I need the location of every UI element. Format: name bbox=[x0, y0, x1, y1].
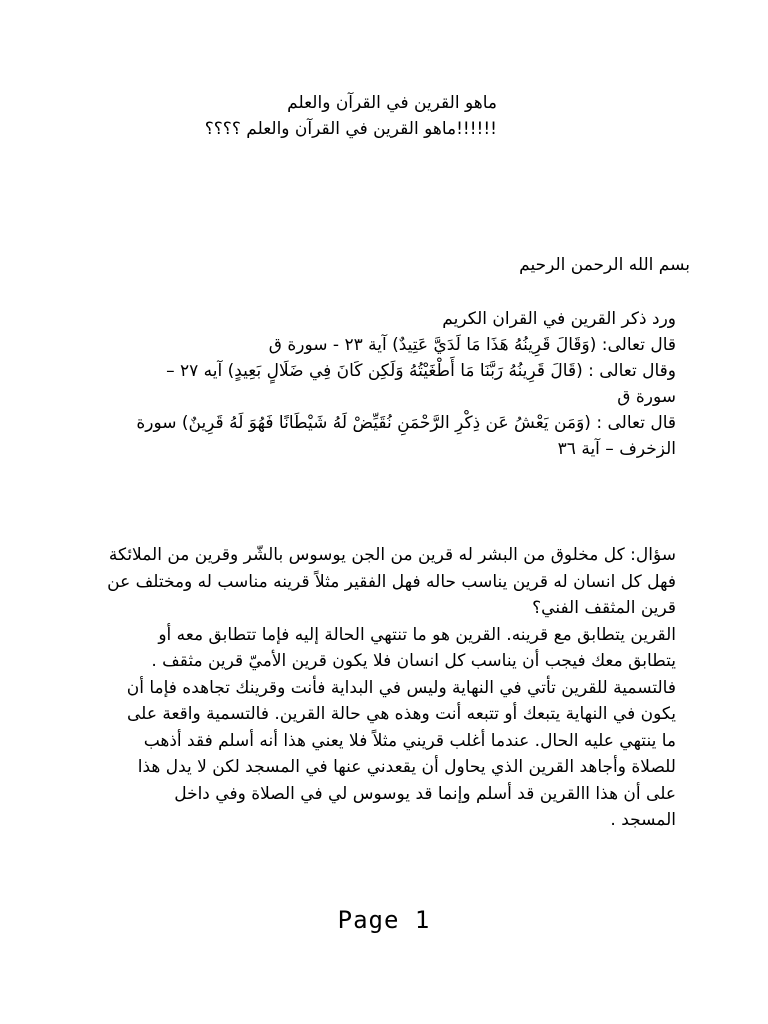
body-line: ما ينتهي عليه الحال. عندما أغلب قريني مثلاً فلا يعني هذا أنه أسلم فقد أذهب bbox=[143, 730, 676, 751]
title-line-1: ماهو القرين في القرآن والعلم bbox=[287, 93, 497, 113]
title-line-2: !!!!!!ماهو القرين في القرآن والعلم ؟؟؟؟ bbox=[204, 119, 497, 139]
body-line: يتطابق معك فيجب أن يناسب كل انسان فلا يكون قرين الأميّ قرين مثقف . bbox=[151, 651, 676, 671]
body-line: قرين المثقف الفني؟ bbox=[532, 598, 676, 618]
verses-section bbox=[76, 306, 676, 462]
body-line: القرين يتطابق مع قرينه. القرين هو ما تنتهي الحالة إليه فإما تتطابق معه أو bbox=[158, 624, 676, 645]
verse-line: قال تعالى : (وَمَن يَعْشُ عَن ذِكْرِ الرَّحْمَنِ نُقَيِّضْ لَهُ شَيْطَانًا فَهُوَ لَهُ قَرِينٌ) سورة bbox=[136, 413, 676, 433]
body-line: سؤال: كل مخلوق من البشر له قرين من الجن يوسوس بالشّر وقرين من الملائكة bbox=[108, 545, 676, 565]
page-number: Page 1 bbox=[337, 906, 431, 934]
body-text bbox=[56, 542, 676, 834]
verse-line: وقال تعالى : (قَالَ قَرِينُهُ رَبَّنَا مَا أَطْغَيْتُهُ وَلَكِن كَانَ فِي ضَلَالٍ بَعِيدٍ) آيه ٢٧ – bbox=[166, 361, 676, 381]
bismillah: بسم الله الرحمن الرحيم bbox=[519, 255, 690, 275]
verse-line: قال تعالى: (وَقَالَ قَرِينُهُ هَذَا مَا لَدَيَّ عَتِيدٌ) آية ٢٣ - سورة ق bbox=[268, 335, 676, 355]
verses-intro: ورد ذكر القرين في القران الكريم bbox=[442, 309, 676, 329]
body-line: للصلاة وأجاهد القرين الذي يحاول أن يقعدني عنها في المسجد لكن لا يدل هذا bbox=[137, 757, 676, 777]
body-line: فالتسمية للقرين تأتي في النهاية وليس في البداية فأنت وقرينك تجاهده فإما أن bbox=[126, 677, 676, 698]
body-line: فهل كل انسان له قرين يناسب حاله فهل الفقير مثلاً قرينه مناسب له ومختلف عن bbox=[107, 571, 676, 592]
verse-line: الزخرف – آية ٣٦ bbox=[557, 439, 676, 459]
verse-line: سورة ق bbox=[617, 387, 676, 407]
body-line: على أن هذا االقرين قد أسلم وإنما قد يوسوس لي في الصلاة وفي داخل bbox=[174, 783, 676, 804]
body-line: المسجد . bbox=[610, 810, 676, 830]
body-line: يكون في النهاية يتبعك أو تتبعه أنت وهذه هي حالة القرين. فالتسمية واقعة على bbox=[127, 704, 676, 724]
